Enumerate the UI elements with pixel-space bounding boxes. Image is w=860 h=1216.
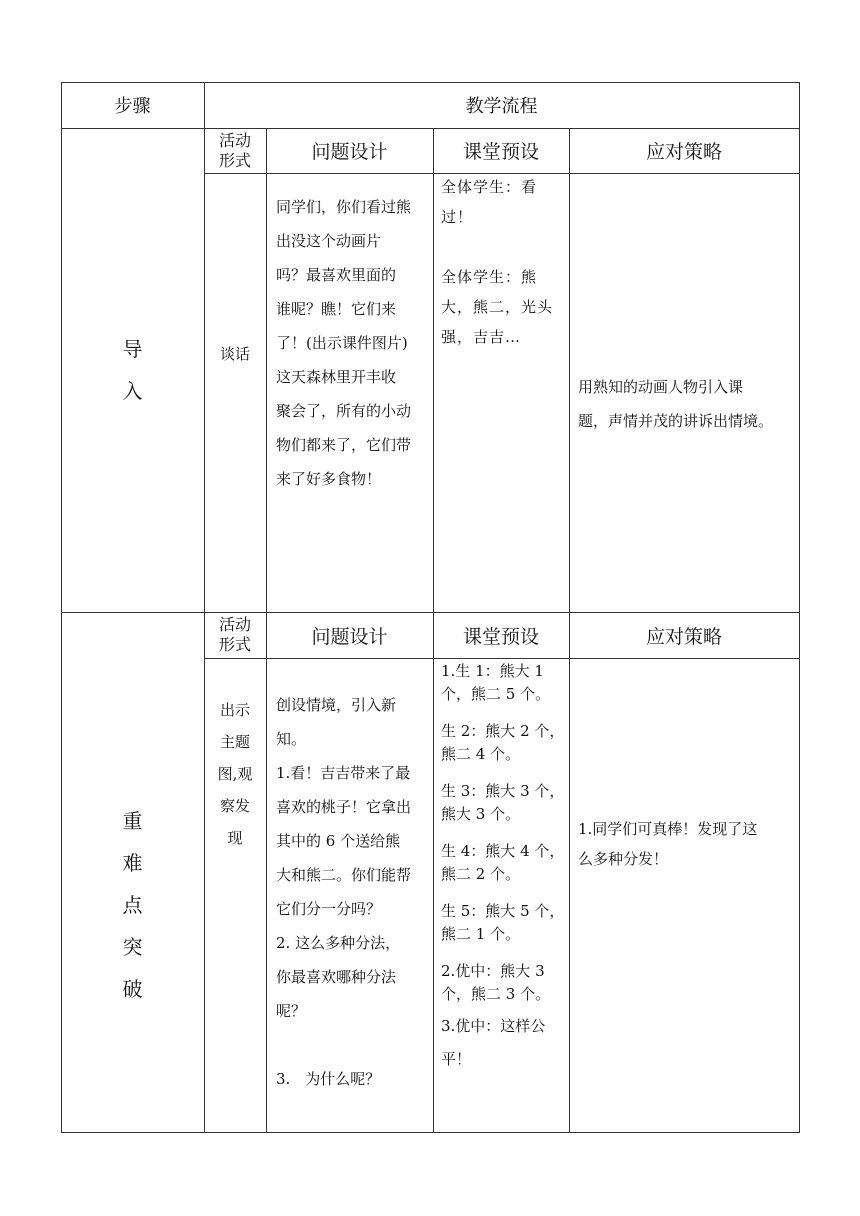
table-border-right [799, 82, 800, 1133]
subheader-question: 问题设计 [311, 625, 388, 648]
preset-item: 生 2：熊大 2 个， 熊二 4 个。 [441, 722, 565, 763]
question-design-cell: 同学们，你们看过熊 出没这个动画片 吗？最喜欢里面的 谁呢？瞧！它们来 了！(出示课件图片) 这天森林里开丰收 聚会了，所有的小动 物们都来了，它们带 来了好多食物！ [276, 198, 412, 488]
subheader-preset: 课堂预设 [462, 625, 539, 648]
activity-form-cell: 出示 主题 图,观 察发 现 [217, 701, 253, 847]
preset-item: 生 4：熊大 4 个， 熊二 2 个。 [441, 842, 565, 883]
classroom-preset-list [441, 660, 567, 1076]
subheader-strategy: 应对策略 [645, 141, 722, 163]
preset-item: 生 3：熊大 3 个， 熊大 3 个。 [441, 782, 565, 823]
classroom-preset-cell: 全体学生：看 过！ 全体学生：熊 大，熊二，光头 强，吉吉… [441, 178, 554, 346]
subheader-form: 活动 形式 [218, 615, 251, 654]
step-label-breakthrough: 重 难 点 突 破 [122, 809, 143, 1001]
preset-item: 3.优中：这样公 平！ [441, 1017, 546, 1068]
strategy-cell: 用熟知的动画人物引入课 题，声情并茂的讲诉出情境。 [578, 378, 774, 430]
strategy-cell: 1.同学们可真棒！发现了这 么多种分发！ [578, 820, 758, 868]
subheader-strategy: 应对策略 [645, 625, 722, 648]
subheader-question: 问题设计 [311, 141, 388, 163]
table-border-bottom [61, 1132, 799, 1133]
header-flow: 教学流程 [465, 96, 538, 117]
step-label-intro: 导 入 [122, 337, 143, 403]
preset-item: 1.生 1：熊大 1 个，熊二 5 个。 [441, 662, 551, 703]
preset-item: 生 5：熊大 5 个， 熊二 1 个。 [441, 902, 565, 943]
subheader-form: 活动 形式 [218, 130, 251, 170]
table-row-line [204, 658, 799, 659]
header-step: 步骤 [114, 96, 151, 117]
activity-form-cell: 谈话 [219, 344, 250, 363]
question-design-cell: 创设情境，引入新 知。 1.看！吉吉带来了最 喜欢的桃子！它拿出 其中的 6 个送给熊 大和熊二。你们能帮 它们分一分吗？ 2. 这么多种分法， 你最喜欢哪种分法 呢？ 3. 为什么呢？ [276, 696, 412, 1088]
preset-item: 2.优中：熊大 3 个，熊二 3 个。 [441, 962, 551, 1003]
subheader-preset: 课堂预设 [462, 141, 539, 163]
